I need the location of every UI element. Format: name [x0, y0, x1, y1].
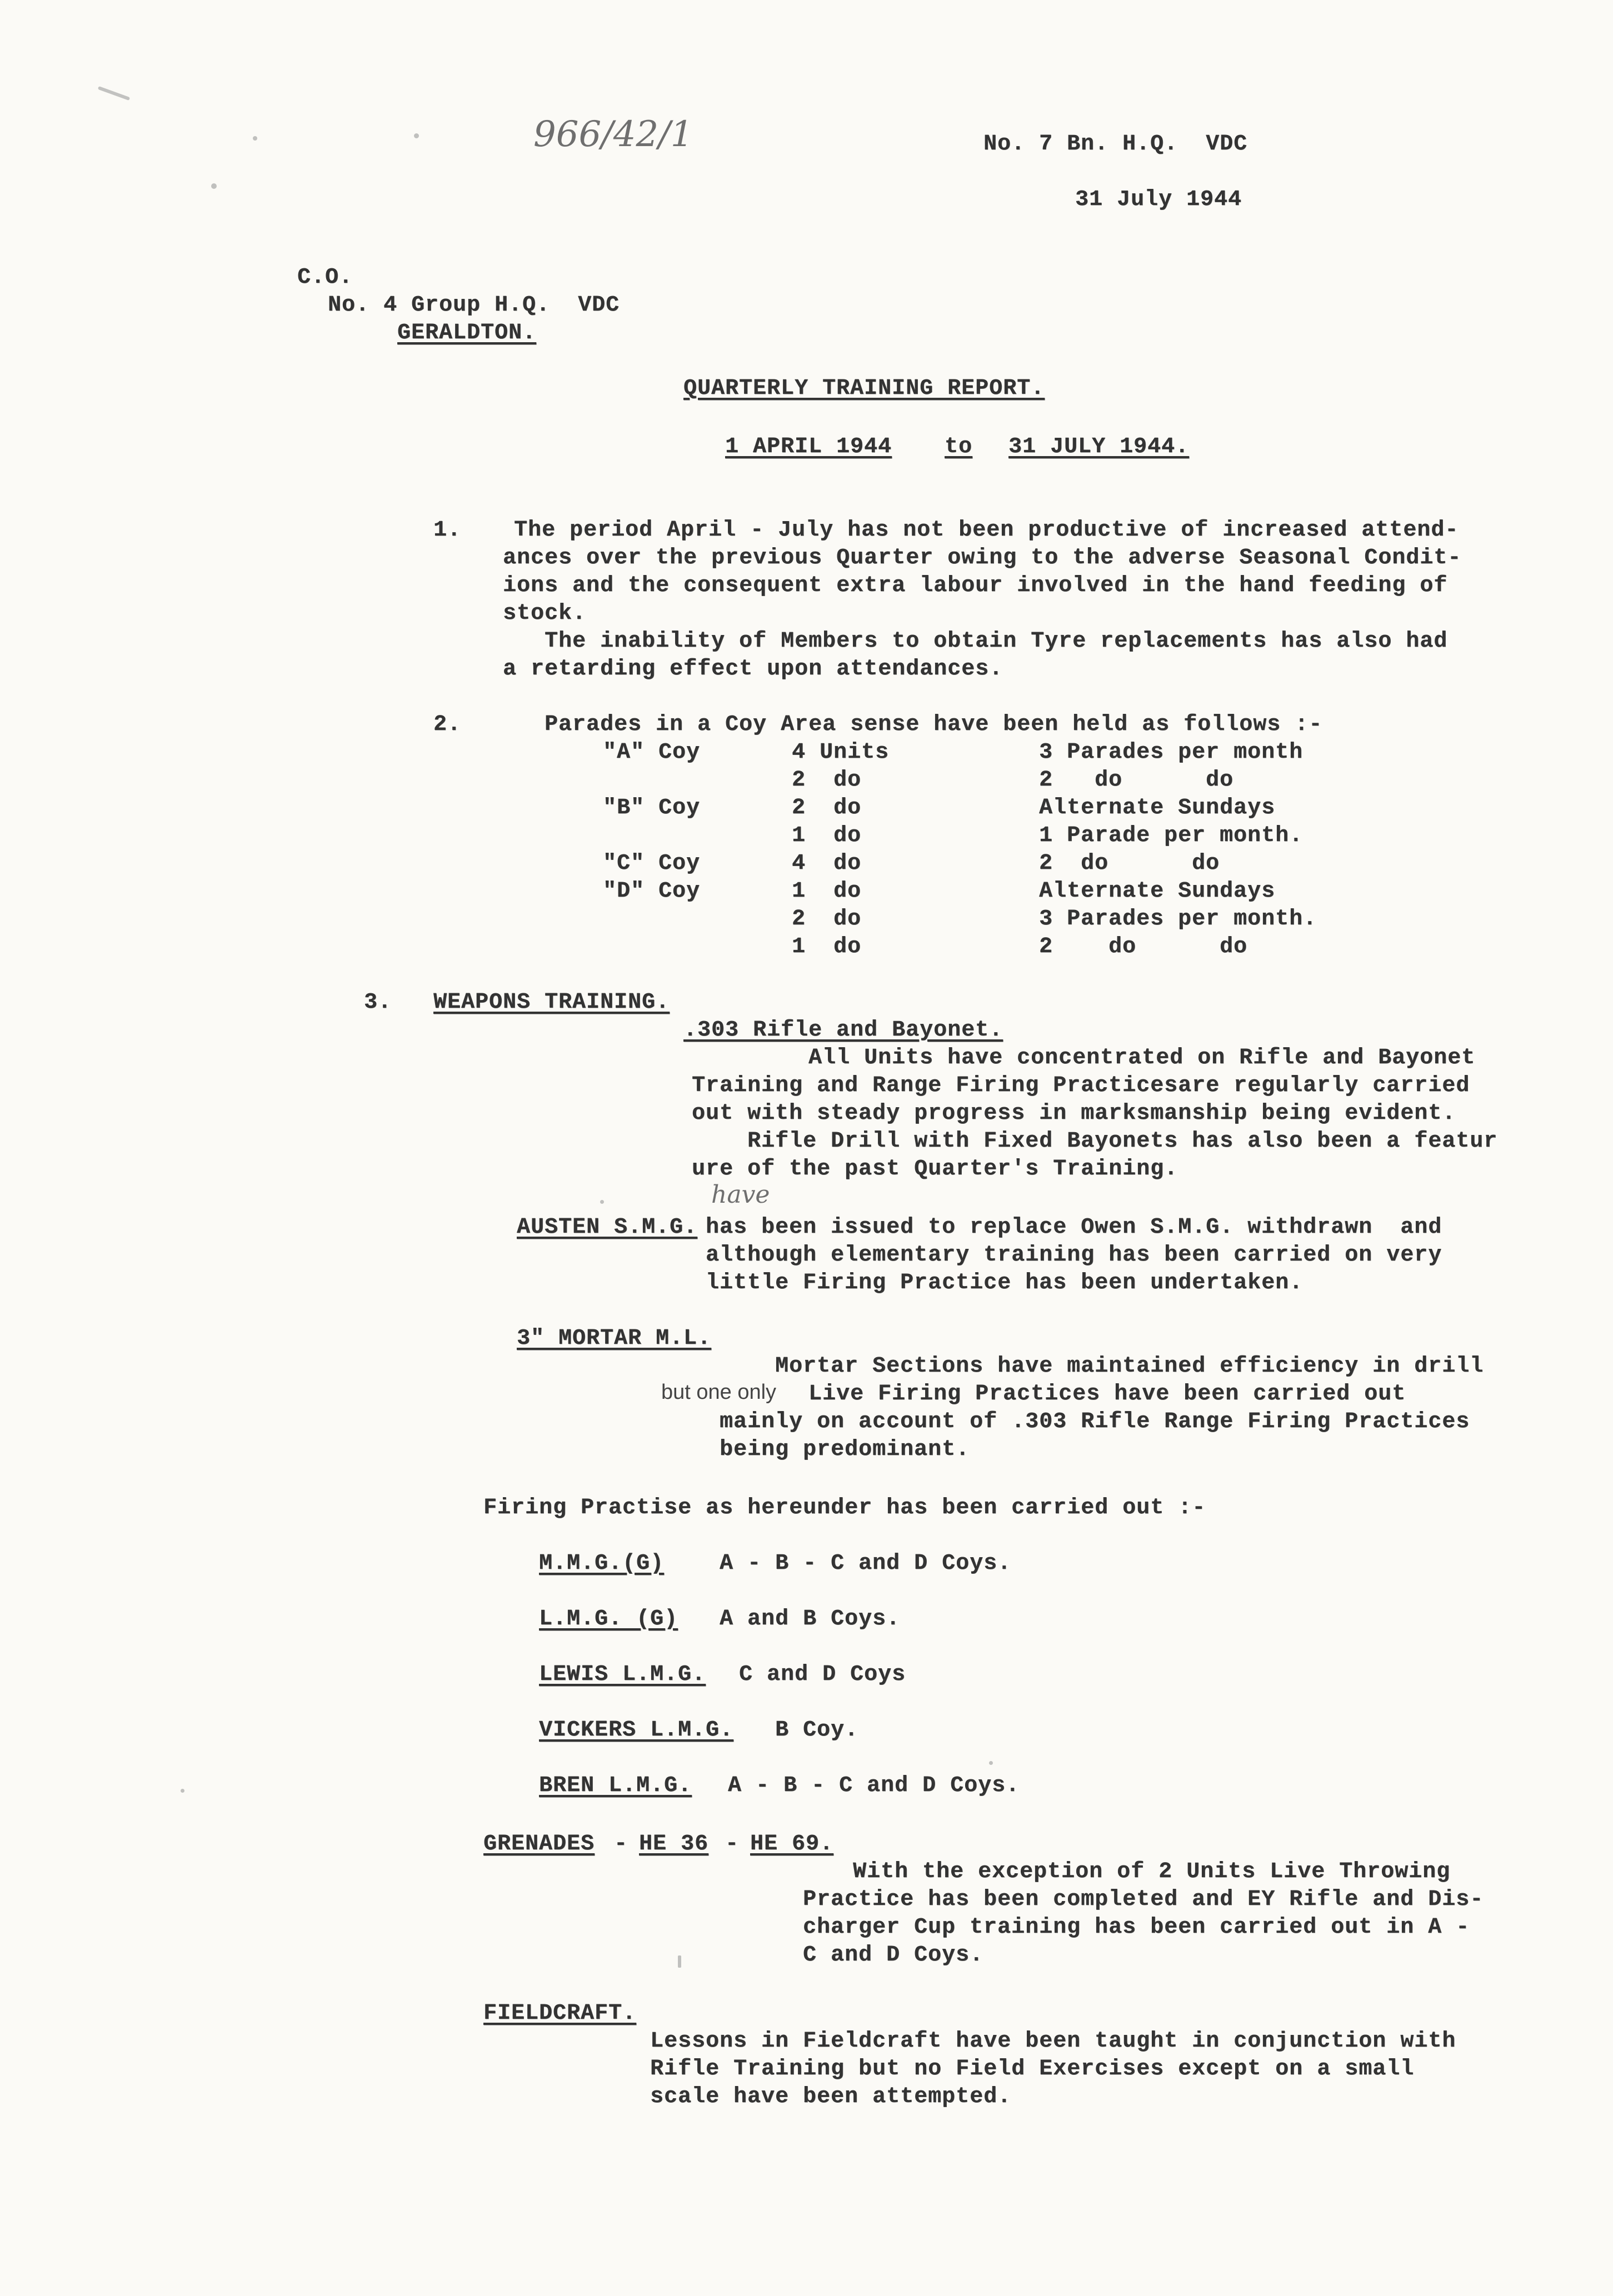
austen-line: although elementary training has been carried on very — [706, 1243, 1442, 1268]
addressee-line-1: C.O. — [297, 265, 353, 290]
austen-line: has been issued to replace Owen S.M.G. withdrawn and — [706, 1215, 1442, 1240]
firing-coys: A - B - C and D Coys. — [720, 1551, 1012, 1576]
scan-speck — [989, 1761, 993, 1765]
mortar-heading: 3" MORTAR M.L. — [517, 1326, 712, 1351]
parade-units: 1 do — [792, 879, 862, 904]
grenades-heading-c: HE 69. — [750, 1832, 834, 1857]
parade-units: 1 do — [792, 823, 862, 848]
grenades-dash: - — [614, 1832, 628, 1857]
scan-speck — [600, 1200, 604, 1204]
scan-speck — [181, 1789, 184, 1793]
parade-coy: "A" Coy — [603, 740, 701, 765]
firing-weapon: L.M.G. (G) — [539, 1607, 678, 1632]
para-1-line: The period April - July has not been productive of increased attend- — [514, 518, 1459, 543]
mortar-line: being predominant. — [720, 1437, 970, 1462]
rifle-heading: .303 Rifle and Bayonet. — [683, 1018, 1003, 1043]
parade-coy: "C" Coy — [603, 851, 701, 876]
from-unit: No. 7 Bn. H.Q. VDC — [983, 132, 1248, 157]
grenades-line: C and D Coys. — [803, 1943, 984, 1968]
parade-coy: "B" Coy — [603, 796, 701, 821]
report-date: 31 July 1944 — [1075, 187, 1242, 212]
grenades-line: charger Cup training has been carried out in A - — [803, 1915, 1470, 1940]
para-1-line: a retarding effect upon attendances. — [503, 657, 1003, 682]
parade-freq: 2 do do — [1039, 768, 1234, 793]
parade-freq: Alternate Sundays — [1039, 796, 1276, 821]
para-2-number: 2. — [433, 712, 462, 737]
para-3-number: 3. — [364, 990, 392, 1015]
firing-coys: A - B - C and D Coys. — [728, 1773, 1020, 1798]
fieldcraft-line: scale have been attempted. — [650, 2084, 1012, 2109]
para-2-intro: Parades in a Coy Area sense have been held as follows :- — [545, 712, 1323, 737]
grenades-heading-b: HE 36 — [639, 1832, 709, 1857]
para-1-line: stock. — [503, 601, 587, 626]
parade-units: 2 do — [792, 796, 862, 821]
fieldcraft-line: Rifle Training but no Field Exercises except on a small — [650, 2057, 1415, 2082]
parade-freq: 2 do do — [1039, 934, 1248, 959]
period-to-word: to — [945, 434, 973, 459]
addressee-line-2: No. 4 Group H.Q. VDC — [328, 293, 620, 318]
parade-freq: 1 Parade per month. — [1039, 823, 1304, 848]
rifle-line: Rifle Drill with Fixed Bayonets has also been a featur — [747, 1129, 1498, 1154]
addressee-line-3: GERALDTON. — [397, 321, 537, 346]
para-1-line: ions and the consequent extra labour involved in the hand feeding of — [503, 573, 1448, 598]
mortar-line: Live Firing Practices have been carried out — [808, 1382, 1406, 1407]
para-1-line: The inability of Members to obtain Tyre replacements has also had — [545, 629, 1448, 654]
parade-coy: "D" Coy — [603, 879, 701, 904]
firing-weapon: BREN L.M.G. — [539, 1773, 692, 1798]
firing-coys: A and B Coys. — [720, 1607, 901, 1632]
rifle-line: ure of the past Quarter's Training. — [692, 1157, 1178, 1182]
scan-speck — [414, 133, 419, 138]
scan-speck — [211, 183, 217, 189]
fieldcraft-line: Lessons in Fieldcraft have been taught in conjunction with — [650, 2029, 1456, 2054]
grenades-dash: - — [725, 1832, 740, 1857]
grenades-line: With the exception of 2 Units Live Throwing — [853, 1859, 1451, 1884]
firing-weapon: VICKERS L.M.G. — [539, 1718, 734, 1743]
rifle-line: out with steady progress in marksmanship being evident. — [692, 1101, 1456, 1126]
weapons-training-heading: WEAPONS TRAINING. — [433, 990, 670, 1015]
parade-units: 2 do — [792, 907, 862, 932]
parade-units: 1 do — [792, 934, 862, 959]
rifle-line: Training and Range Firing Practicesare regularly carried — [692, 1073, 1470, 1098]
file-reference-handwritten: 966/42/1 — [533, 114, 693, 155]
para-1-line: ances over the previous Quarter owing to the adverse Seasonal Condit- — [503, 546, 1462, 571]
parade-units: 2 do — [792, 768, 862, 793]
period-from: 1 APRIL 1944 — [725, 434, 892, 459]
parade-units: 4 do — [792, 851, 862, 876]
firing-weapon: M.M.G.(G) — [539, 1551, 665, 1576]
scan-speck — [678, 1955, 681, 1968]
handwritten-insert: have — [711, 1180, 770, 1209]
firing-coys: C and D Coys — [739, 1662, 906, 1687]
mortar-line: Mortar Sections have maintained efficiency in drill — [775, 1354, 1484, 1379]
mortar-line: mainly on account of .303 Rifle Range Firing Practices — [720, 1409, 1470, 1434]
fieldcraft-heading: FIELDCRAFT. — [483, 2001, 637, 2026]
parade-freq: Alternate Sundays — [1039, 879, 1276, 904]
parade-units: 4 Units — [792, 740, 890, 765]
firing-weapon: LEWIS L.M.G. — [539, 1662, 706, 1687]
report-title: QUARTERLY TRAINING REPORT. — [683, 376, 1045, 401]
period-to: 31 JULY 1944. — [1008, 434, 1190, 459]
austen-heading: AUSTEN S.M.G. — [517, 1215, 698, 1240]
mortar-handwritten-prefix: but one only — [661, 1380, 777, 1404]
rifle-line: All Units have concentrated on Rifle and Bayonet — [808, 1046, 1476, 1071]
parade-freq: 3 Parades per month. — [1039, 907, 1317, 932]
grenades-heading-a: GRENADES — [483, 1832, 595, 1857]
parade-freq: 2 do do — [1039, 851, 1220, 876]
scan-mark — [98, 86, 130, 101]
parade-freq: 3 Parades per month — [1039, 740, 1304, 765]
para-1-number: 1. — [433, 518, 462, 543]
austen-line: little Firing Practice has been undertaken. — [706, 1270, 1304, 1295]
firing-intro: Firing Practise as hereunder has been carried out :- — [483, 1495, 1206, 1520]
scan-speck — [253, 136, 257, 141]
firing-coys: B Coy. — [775, 1718, 859, 1743]
grenades-line: Practice has been completed and EY Rifle and Dis- — [803, 1887, 1484, 1912]
